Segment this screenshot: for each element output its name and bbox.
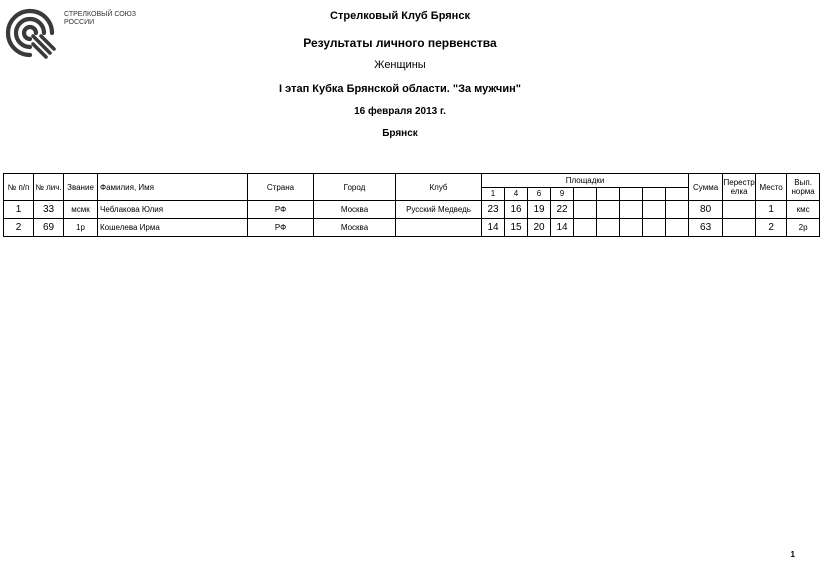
- header-norm: Вып. норма: [787, 174, 820, 201]
- header-place: Место: [756, 174, 787, 201]
- cell-range-score: [666, 219, 689, 237]
- cell-name: Кошелева Ирма: [98, 219, 248, 237]
- cell-sum: 63: [689, 219, 723, 237]
- cell-range-score: [643, 219, 666, 237]
- cell-range-score: 15: [505, 219, 528, 237]
- header-city: Город: [314, 174, 396, 201]
- results-table: [3, 173, 820, 237]
- cell-city: Москва: [314, 219, 396, 237]
- cell-pers-num: 33: [34, 201, 64, 219]
- header-ranges: Площадки: [482, 174, 689, 188]
- cell-range-score: [620, 201, 643, 219]
- cell-range-score: [643, 201, 666, 219]
- cell-range-score: 19: [528, 201, 551, 219]
- cell-country: РФ: [248, 201, 314, 219]
- cell-range-score: [574, 201, 597, 219]
- range-label: [597, 187, 620, 201]
- cell-rank: мсмк: [64, 201, 98, 219]
- cell-place: 1: [756, 201, 787, 219]
- cell-range-score: 23: [482, 201, 505, 219]
- club-title: Стрелковый Клуб Брянск: [330, 10, 470, 22]
- cell-range-score: 14: [482, 219, 505, 237]
- cell-city: Москва: [314, 201, 396, 219]
- range-label: 6: [528, 187, 551, 201]
- cell-place: 2: [756, 219, 787, 237]
- cell-num: 1: [4, 201, 34, 219]
- org-line-1: СТРЕЛКОВЫЙ СОЮЗ: [64, 11, 136, 18]
- range-label: [574, 187, 597, 201]
- header-club: Клуб: [396, 174, 482, 201]
- header-shootoff: Перестрелка: [723, 174, 756, 201]
- range-label: [620, 187, 643, 201]
- event-city: Брянск: [382, 128, 418, 139]
- cell-range-score: [666, 201, 689, 219]
- cell-club: Русский Медведь: [396, 201, 482, 219]
- cell-num: 2: [4, 219, 34, 237]
- cell-range-score: 14: [551, 219, 574, 237]
- cell-sum: 80: [689, 201, 723, 219]
- cell-range-score: [574, 219, 597, 237]
- range-label: 1: [482, 187, 505, 201]
- event-title: I этап Кубка Брянской области. "За мужчин": [279, 83, 521, 95]
- cell-range-score: [597, 201, 620, 219]
- event-date: 16 февраля 2013 г.: [354, 106, 446, 117]
- cell-norm: 2р: [787, 219, 820, 237]
- table-header-row: [4, 174, 820, 188]
- range-label: 4: [505, 187, 528, 201]
- header-sum: Сумма: [689, 174, 723, 201]
- header-num: № п/п: [4, 174, 34, 201]
- cell-range-score: 16: [505, 201, 528, 219]
- table-row: [4, 219, 820, 237]
- range-label: [666, 187, 689, 201]
- cell-rank: 1р: [64, 219, 98, 237]
- range-label: 9: [551, 187, 574, 201]
- cell-pers-num: 69: [34, 219, 64, 237]
- cell-range-score: 20: [528, 219, 551, 237]
- header-pers-num: № лич.: [34, 174, 64, 201]
- cell-country: РФ: [248, 219, 314, 237]
- cell-range-score: [597, 219, 620, 237]
- cell-club: [396, 219, 482, 237]
- range-label: [643, 187, 666, 201]
- results-title: Результаты личного первенства: [303, 36, 497, 50]
- header-name: Фамилия, Имя: [98, 174, 248, 201]
- cell-norm: кмс: [787, 201, 820, 219]
- cell-range-score: 22: [551, 201, 574, 219]
- cell-name: Чеблакова Юлия: [98, 201, 248, 219]
- org-line-2: РОССИИ: [64, 19, 95, 26]
- header-rank: Звание: [64, 174, 98, 201]
- page-number: 1: [790, 550, 795, 559]
- table-row: [4, 201, 820, 219]
- cell-range-score: [620, 219, 643, 237]
- cell-shootoff: [723, 219, 756, 237]
- header-country: Страна: [248, 174, 314, 201]
- cell-shootoff: [723, 201, 756, 219]
- gender-category: Женщины: [374, 59, 426, 71]
